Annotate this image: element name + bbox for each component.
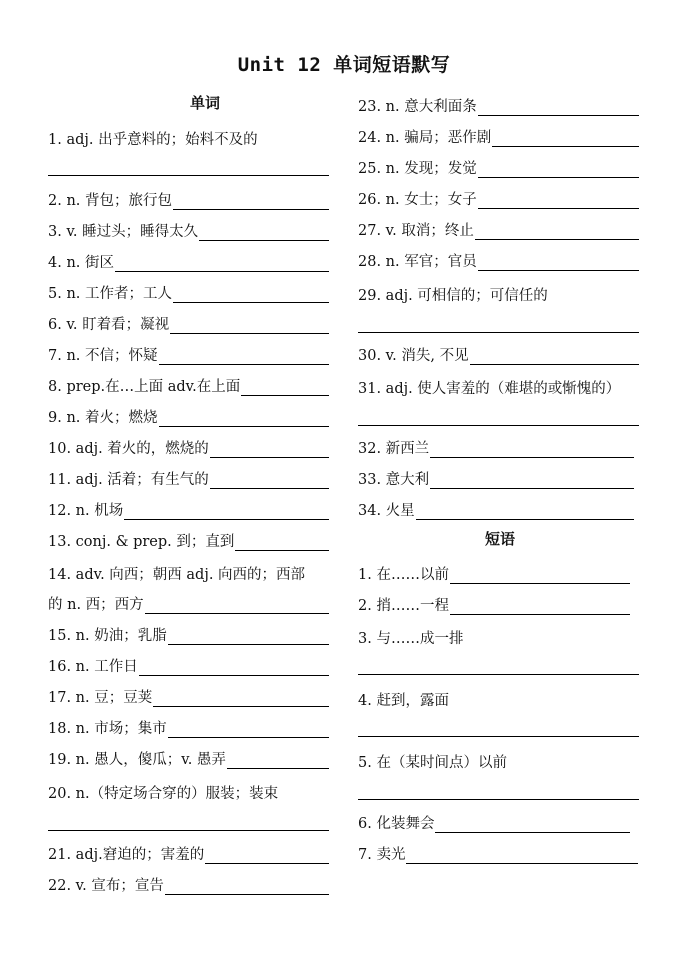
item-14-prompt-cont: 的 n. 西；西方 — [48, 597, 144, 613]
item-12 — [48, 498, 329, 520]
item-11-answer-line[interactable] — [210, 472, 329, 489]
item-32-answer-line[interactable] — [430, 441, 634, 458]
phrase-6-prompt: 6. 化装舞会 — [358, 816, 435, 832]
item-28-answer-line[interactable] — [478, 254, 639, 271]
item-14-prompt: 14. adv. 向西；朝西 adj. 向西的；西部 — [48, 567, 306, 583]
item-34-answer-line[interactable] — [416, 503, 634, 520]
phrase-3-prompt: 3. 与……成一排 — [358, 631, 464, 647]
item-34-prompt: 34. 火星 — [358, 503, 415, 519]
item-26-prompt: 26. n. 女士；女子 — [358, 192, 477, 208]
item-19-answer-line[interactable] — [227, 752, 329, 769]
phrase-1-prompt: 1. 在……以前 — [358, 567, 449, 583]
item-24 — [358, 125, 639, 147]
item-21-prompt: 21. adj.窘迫的；害羞的 — [48, 847, 205, 863]
item-8-answer-line[interactable] — [241, 379, 329, 396]
item-34 — [358, 498, 634, 520]
item-6 — [48, 312, 329, 334]
item-18-prompt: 18. n. 市场；集市 — [48, 721, 167, 737]
item-21-answer-line[interactable] — [205, 847, 329, 864]
item-17-prompt: 17. n. 豆；豆荚 — [48, 690, 153, 706]
item-2-prompt: 2. n. 背包；旅行包 — [48, 193, 172, 209]
section-heading-words: 单词 — [189, 94, 220, 112]
item-26 — [358, 187, 639, 209]
phrase-6-answer-line[interactable] — [435, 816, 630, 833]
item-14-answer-line[interactable] — [145, 597, 329, 614]
phrase-7-prompt: 7. 卖光 — [358, 847, 406, 863]
item-6-prompt: 6. v. 盯着看；凝视 — [48, 317, 170, 333]
item-9 — [48, 405, 329, 427]
item-32-prompt: 32. 新西兰 — [358, 441, 430, 457]
item-12-answer-line[interactable] — [124, 503, 329, 520]
item-18 — [48, 716, 329, 738]
phrase-4-prompt: 4. 赶到，露面 — [358, 693, 449, 709]
item-17 — [48, 685, 329, 707]
item-3 — [48, 219, 329, 241]
item-5 — [48, 281, 329, 303]
item-1-prompt: 1. adj. 出乎意料的；始料不及的 — [48, 132, 258, 148]
item-25-prompt: 25. n. 发现；发觉 — [358, 161, 477, 177]
phrase-2 — [358, 593, 630, 615]
item-33-prompt: 33. 意大利 — [358, 472, 430, 488]
item-30 — [358, 343, 639, 365]
item-3-prompt: 3. v. 睡过头；睡得太久 — [48, 224, 199, 240]
phrase-5-prompt: 5. 在（某时间点）以前 — [358, 755, 507, 771]
item-27-prompt: 27. v. 取消；终止 — [358, 223, 474, 239]
item-14 — [48, 592, 329, 614]
phrase-1-answer-line[interactable] — [450, 567, 630, 584]
item-24-prompt: 24. n. 骗局；恶作剧 — [358, 130, 492, 146]
item-10-answer-line[interactable] — [210, 441, 329, 458]
item-31-prompt: 31. adj. 使人害羞的（难堪的或惭愧的） — [358, 381, 621, 397]
item-31-answer-line[interactable] — [358, 424, 639, 426]
item-7-answer-line[interactable] — [159, 348, 329, 365]
item-20-answer-line[interactable] — [48, 829, 329, 831]
item-24-answer-line[interactable] — [492, 130, 639, 147]
item-9-answer-line[interactable] — [159, 410, 329, 427]
item-7-prompt: 7. n. 不信；怀疑 — [48, 348, 158, 364]
phrase-2-answer-line[interactable] — [450, 598, 630, 615]
item-11-prompt: 11. adj. 活着；有生气的 — [48, 472, 209, 488]
item-23-prompt: 23. n. 意大利面条 — [358, 99, 477, 115]
item-10-prompt: 10. adj. 着火的，燃烧的 — [48, 441, 209, 457]
item-27-answer-line[interactable] — [475, 223, 639, 240]
item-28-prompt: 28. n. 军官；官员 — [358, 254, 477, 270]
item-25 — [358, 156, 639, 178]
item-27 — [358, 218, 639, 240]
page-title: Unit 12 单词短语默写 — [237, 54, 451, 76]
phrase-1 — [358, 562, 630, 584]
item-25-answer-line[interactable] — [478, 161, 639, 178]
phrase-2-prompt: 2. 捎……一程 — [358, 598, 449, 614]
item-13-prompt: 13. conj. & prep. 到；直到 — [48, 534, 235, 550]
item-21 — [48, 842, 329, 864]
item-30-prompt: 30. v. 消失, 不见 — [358, 348, 469, 364]
item-4-answer-line[interactable] — [115, 255, 329, 272]
item-15 — [48, 623, 329, 645]
item-6-answer-line[interactable] — [170, 317, 329, 334]
item-7 — [48, 343, 329, 365]
phrase-4-answer-line[interactable] — [358, 735, 639, 737]
item-33 — [358, 467, 634, 489]
item-17-answer-line[interactable] — [153, 690, 329, 707]
item-13-answer-line[interactable] — [235, 534, 329, 551]
item-15-answer-line[interactable] — [168, 628, 329, 645]
section-heading-phrases: 短语 — [484, 530, 515, 548]
item-16 — [48, 654, 329, 676]
item-26-answer-line[interactable] — [478, 192, 639, 209]
item-10 — [48, 436, 329, 458]
item-29-prompt: 29. adj. 可相信的；可信任的 — [358, 288, 548, 304]
item-22-answer-line[interactable] — [165, 878, 329, 895]
item-2 — [48, 188, 329, 210]
item-8-prompt: 8. prep.在…上面 adv.在上面 — [48, 379, 241, 395]
item-22 — [48, 873, 329, 895]
item-30-answer-line[interactable] — [470, 348, 639, 365]
item-29-answer-line[interactable] — [358, 331, 639, 333]
item-13 — [48, 529, 329, 551]
item-23-answer-line[interactable] — [478, 99, 639, 116]
phrase-7-answer-line[interactable] — [406, 847, 638, 864]
item-4 — [48, 250, 329, 272]
phrase-5-answer-line[interactable] — [358, 798, 639, 800]
item-5-prompt: 5. n. 工作者；工人 — [48, 286, 172, 302]
item-4-prompt: 4. n. 街区 — [48, 255, 115, 271]
item-12-prompt: 12. n. 机场 — [48, 503, 124, 519]
phrase-3-answer-line[interactable] — [358, 673, 639, 675]
item-1-answer-line[interactable] — [48, 174, 329, 176]
item-9-prompt: 9. n. 着火；燃烧 — [48, 410, 158, 426]
item-23 — [358, 94, 639, 116]
item-19-prompt: 19. n. 愚人，傻瓜；v. 愚弄 — [48, 752, 226, 768]
item-11 — [48, 467, 329, 489]
item-22-prompt: 22. v. 宣布；宣告 — [48, 878, 164, 894]
item-18-answer-line[interactable] — [168, 721, 329, 738]
item-2-answer-line[interactable] — [173, 193, 329, 210]
phrase-6 — [358, 811, 630, 833]
phrase-7 — [358, 842, 638, 864]
item-16-answer-line[interactable] — [139, 659, 329, 676]
item-33-answer-line[interactable] — [430, 472, 634, 489]
item-28 — [358, 249, 639, 271]
item-8 — [48, 374, 329, 396]
item-16-prompt: 16. n. 工作日 — [48, 659, 138, 675]
item-5-answer-line[interactable] — [173, 286, 329, 303]
item-20-prompt: 20. n.（特定场合穿的）服装；装束 — [48, 786, 279, 802]
item-19 — [48, 747, 329, 769]
item-3-answer-line[interactable] — [199, 224, 329, 241]
item-15-prompt: 15. n. 奶油；乳脂 — [48, 628, 167, 644]
item-32 — [358, 436, 634, 458]
